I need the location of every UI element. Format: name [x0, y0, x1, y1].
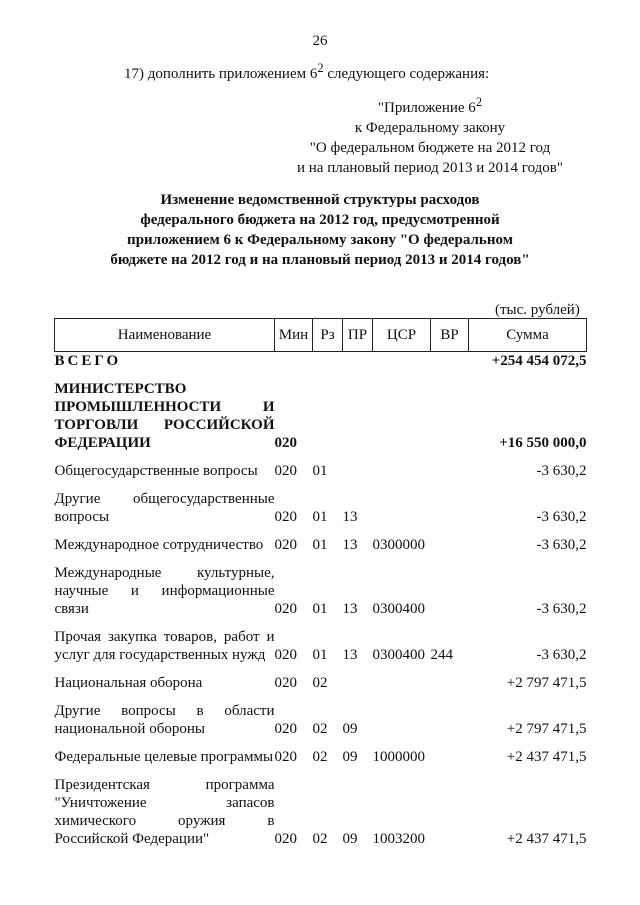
cell-min: 020	[274, 509, 297, 525]
cell-sum: +2 437 471,5	[506, 749, 587, 765]
table-row	[55, 702, 587, 738]
cell-sum: +2 797 471,5	[506, 675, 587, 691]
header-csr: ЦСР	[373, 319, 431, 352]
cell-min: 020	[274, 675, 297, 691]
cell-min: 020	[274, 537, 297, 553]
cell-pr	[343, 674, 373, 692]
row-spacer	[55, 766, 587, 776]
cell-sum: -3 630,2	[536, 463, 587, 479]
cell-pr: 09	[342, 721, 358, 737]
table-body	[55, 352, 587, 849]
cell-rz: 02	[312, 721, 328, 737]
row-spacer-cell	[55, 370, 587, 380]
cell-vr	[431, 462, 469, 480]
cell-sum: -3 630,2	[536, 647, 587, 663]
cell-sum: +16 550 000,0	[499, 435, 587, 451]
table-row	[55, 674, 587, 692]
cell-sum: +254 454 072,5	[491, 353, 587, 369]
row-spacer	[55, 664, 587, 674]
row-spacer	[55, 452, 587, 462]
cell-rz: 02	[312, 831, 328, 847]
cell-name: Прочая закупка товаров, работ и услуг для государственных нужд	[54, 629, 275, 663]
cell-pr: 13	[342, 537, 358, 553]
annex-sup: 2	[475, 95, 483, 109]
cell-name: Президентская программа "Уничтожение запасов химического оружия в Российской Федерации"	[54, 777, 275, 847]
cell-pr	[343, 462, 373, 480]
cell-name: Международные культурные, научные и информационные связи	[54, 565, 275, 617]
header-sum: Сумма	[469, 319, 587, 352]
cell-pr	[343, 380, 373, 452]
document-heading	[0, 190, 640, 270]
heading-line-1: Изменение ведомственной структуры расходов	[160, 192, 480, 208]
cell-csr	[373, 490, 431, 526]
table-row	[55, 462, 587, 480]
cell-vr	[431, 490, 469, 526]
cell-rz: 01	[312, 601, 328, 617]
cell-rz: 02	[312, 749, 328, 765]
annex-title: "Приложение 6	[377, 100, 476, 116]
page-number: 26	[312, 33, 328, 49]
cell-vr	[431, 674, 469, 692]
cell-name: Общегосударственные вопросы	[54, 463, 258, 479]
cell-min: 020	[274, 463, 297, 479]
cell-pr: 09	[342, 749, 358, 765]
cell-rz: 02	[312, 675, 328, 691]
header-pr: ПР	[343, 319, 373, 352]
table-row	[55, 564, 587, 618]
cell-name: ВСЕГО	[54, 353, 122, 369]
cell-rz: 01	[312, 647, 328, 663]
table-row	[55, 380, 587, 452]
cell-pr: 13	[342, 509, 358, 525]
cell-rz: 01	[312, 463, 328, 479]
cell-pr: 13	[342, 601, 358, 617]
heading-line-4: бюджете на 2012 год и на плановый период 2013 и 2014 годов"	[110, 252, 530, 268]
table-header-row	[55, 319, 587, 352]
annex-line-2: к Федеральному закону	[354, 120, 506, 136]
row-spacer-cell	[55, 618, 587, 628]
row-spacer-cell	[55, 766, 587, 776]
cell-rz	[313, 352, 343, 371]
cell-rz: 01	[312, 509, 328, 525]
cell-rz: 01	[312, 537, 328, 553]
table-row	[55, 490, 587, 526]
cell-vr	[431, 702, 469, 738]
table-row	[55, 536, 587, 554]
row-spacer-cell	[55, 664, 587, 674]
row-spacer-cell	[55, 554, 587, 564]
row-spacer	[55, 526, 587, 536]
intro-text: 17) дополнить приложением 6	[124, 66, 318, 82]
header-min: Мин	[275, 319, 313, 352]
cell-vr	[431, 352, 469, 371]
cell-csr: 1003200	[372, 831, 425, 847]
cell-sum: -3 630,2	[536, 601, 587, 617]
cell-csr	[373, 380, 431, 452]
intro-sup: 2	[317, 61, 324, 75]
cell-sum: +2 437 471,5	[506, 831, 587, 847]
cell-pr: 09	[342, 831, 358, 847]
row-spacer-cell	[55, 452, 587, 462]
cell-vr	[431, 748, 469, 766]
cell-csr	[373, 702, 431, 738]
cell-vr	[431, 564, 469, 618]
cell-rz	[313, 380, 343, 452]
intro-line	[124, 61, 489, 83]
row-spacer	[55, 738, 587, 748]
cell-name: Национальная оборона	[54, 675, 203, 691]
cell-csr	[373, 462, 431, 480]
cell-csr: 0300400	[372, 601, 425, 617]
row-spacer	[55, 692, 587, 702]
cell-vr	[431, 776, 469, 848]
cell-min: 020	[274, 435, 297, 451]
cell-min: 020	[274, 749, 297, 765]
cell-min: 020	[274, 601, 297, 617]
header-rz: Рз	[313, 319, 343, 352]
cell-vr	[431, 380, 469, 452]
cell-sum: -3 630,2	[536, 509, 587, 525]
cell-name: Международное сотрудничество	[54, 537, 264, 553]
annex-line-4: и на плановый период 2013 и 2014 годов"	[297, 160, 563, 176]
row-spacer-cell	[55, 738, 587, 748]
row-spacer-cell	[55, 480, 587, 490]
cell-pr	[343, 352, 373, 371]
heading-line-3: приложением 6 к Федеральному закону "О федеральном	[127, 232, 513, 248]
heading-line-2: федерального бюджета на 2012 год, предусмотренной	[140, 212, 500, 228]
annex-line-1	[270, 92, 590, 118]
header-name: Наименование	[55, 319, 275, 352]
cell-name: Другие вопросы в области национальной обороны	[54, 703, 275, 737]
cell-sum: -3 630,2	[536, 537, 587, 553]
cell-vr	[431, 536, 469, 554]
cell-csr: 0300400	[372, 647, 425, 663]
intro-tail: следующего содержания:	[323, 66, 490, 82]
row-spacer	[55, 554, 587, 564]
row-spacer	[55, 370, 587, 380]
cell-min	[275, 352, 313, 371]
cell-min: 020	[274, 647, 297, 663]
header-vr: ВР	[431, 319, 469, 352]
cell-csr: 1000000	[372, 749, 425, 765]
table-row	[55, 628, 587, 664]
table-row	[55, 748, 587, 766]
annex-line-3: "О федеральном бюджете на 2012 год	[309, 140, 551, 156]
cell-min: 020	[274, 831, 297, 847]
cell-name: Другие общегосударственные вопросы	[54, 491, 275, 525]
row-spacer	[55, 480, 587, 490]
annex-block	[270, 92, 590, 178]
cell-min: 020	[274, 721, 297, 737]
cell-csr: 0300000	[372, 537, 425, 553]
cell-name: Федеральные целевые программы	[54, 749, 274, 765]
cell-name: МИНИСТЕРСТВО ПРОМЫШЛЕННОСТИ И ТОРГОВЛИ РОССИЙСКОЙ ФЕДЕРАЦИИ	[54, 381, 275, 451]
cell-vr: 244	[430, 647, 453, 663]
row-spacer-cell	[55, 526, 587, 536]
cell-csr	[373, 352, 431, 371]
cell-pr: 13	[342, 647, 358, 663]
cell-sum: +2 797 471,5	[506, 721, 587, 737]
table-row	[55, 352, 587, 371]
table-row	[55, 776, 587, 848]
cell-csr	[373, 674, 431, 692]
row-spacer-cell	[55, 692, 587, 702]
units-label: (тыс. рублей)	[495, 302, 580, 318]
expenditure-table	[54, 318, 587, 848]
row-spacer	[55, 618, 587, 628]
